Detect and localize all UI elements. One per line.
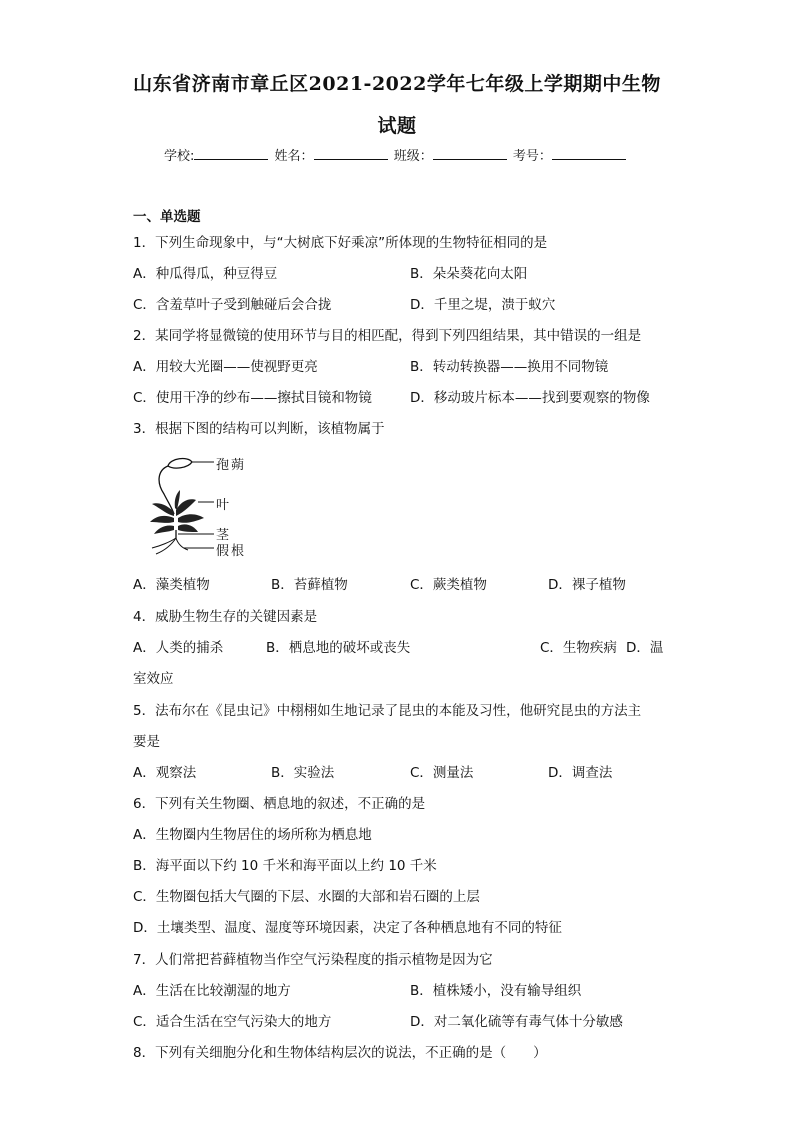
q3-option-b: B．苔藓植物 bbox=[271, 577, 348, 593]
figure-label-stem: 茎 bbox=[216, 528, 232, 543]
q2-option-c: C．使用干净的纱布——擦拭目镜和物镜 bbox=[133, 390, 372, 406]
name-label: 姓名： bbox=[274, 149, 314, 164]
q5-option-a: A．观察法 bbox=[133, 765, 197, 781]
q6-option-c: C．生物圈包括大气圈的下层、水圈的大部和岩石圈的上层 bbox=[133, 889, 480, 905]
figure-label-leaf: 叶 bbox=[216, 498, 232, 513]
q1-option-c: C．含羞草叶子受到触碰后会合拢 bbox=[133, 297, 332, 313]
q4-option-c: C．生物疾病 bbox=[540, 640, 617, 656]
q7-option-b: B．植株矮小，没有输导组织 bbox=[410, 983, 582, 999]
question-4-stem: 4．威胁生物生存的关键因素是 bbox=[133, 609, 318, 625]
moss-plant-figure bbox=[148, 452, 268, 558]
q1-option-b: B．朵朵葵花向太阳 bbox=[410, 266, 528, 282]
q2-option-a: A．用较大光圈——使视野更亮 bbox=[133, 359, 318, 375]
q2-option-d: D．移动玻片标本——找到要观察的物像 bbox=[410, 390, 650, 406]
exam-title-line1: 山东省济南市章丘区2021-2022学年七年级上学期期中生物 bbox=[133, 73, 661, 95]
q7-option-c: C．适合生活在空气污染大的地方 bbox=[133, 1014, 332, 1030]
q2-option-b: B．转动转换器——换用不同物镜 bbox=[410, 359, 609, 375]
moss-plant-drawing bbox=[148, 452, 268, 558]
q6-option-a: A．生物圈内生物居住的场所称为栖息地 bbox=[133, 827, 372, 843]
question-5-stem-continuation: 要是 bbox=[133, 734, 160, 750]
school-blank bbox=[194, 146, 268, 160]
q1-option-a: A．种瓜得瓜，种豆得豆 bbox=[133, 266, 278, 282]
question-7-stem: 7．人们常把苔藓植物当作空气污染程度的指示植物是因为它 bbox=[133, 952, 493, 968]
q6-option-d: D．土壤类型、温度、湿度等环境因素，决定了各种栖息地有不同的特征 bbox=[133, 920, 562, 936]
figure-label-capsule: 孢蒴 bbox=[216, 458, 247, 473]
student-info-row bbox=[164, 146, 628, 166]
q4-option-b: B．栖息地的破坏或丧失 bbox=[266, 640, 411, 656]
q5-option-d: D．调查法 bbox=[548, 765, 613, 781]
class-label: 班级： bbox=[393, 149, 433, 164]
q4-option-a: A．人类的捕杀 bbox=[133, 640, 224, 656]
exam-title-line2: 试题 bbox=[377, 115, 417, 137]
q3-option-d: D．裸子植物 bbox=[548, 577, 626, 593]
q6-option-b: B．海平面以下约 10 千米和海平面以上约 10 千米 bbox=[133, 858, 437, 874]
q4-option-d: D．温 bbox=[626, 640, 664, 656]
q5-option-c: C．测量法 bbox=[410, 765, 474, 781]
q7-option-a: A．生活在比较潮湿的地方 bbox=[133, 983, 291, 999]
class-blank bbox=[433, 146, 507, 160]
q5-option-b: B．实验法 bbox=[271, 765, 335, 781]
question-2-stem: 2．某同学将显微镜的使用环节与目的相匹配，得到下列四组结果，其中错误的一组是 bbox=[133, 328, 642, 344]
school-label: 学校: bbox=[164, 149, 195, 164]
section-heading: 一、单选题 bbox=[133, 209, 201, 225]
q1-option-d: D．千里之堤，溃于蚁穴 bbox=[410, 297, 556, 313]
name-blank bbox=[314, 146, 388, 160]
q4-option-d-continuation: 室效应 bbox=[133, 671, 174, 687]
question-1-stem: 1．下列生命现象中，与“大树底下好乘凉”所体现的生物特征相同的是 bbox=[133, 235, 548, 251]
number-blank bbox=[552, 146, 626, 160]
q3-option-c: C．蕨类植物 bbox=[410, 577, 487, 593]
q7-option-d: D．对二氧化硫等有毒气体十分敏感 bbox=[410, 1014, 623, 1030]
number-label: 考号： bbox=[512, 149, 552, 164]
figure-label-rhizoid: 假根 bbox=[216, 544, 247, 559]
question-3-stem: 3．根据下图的结构可以判断，该植物属于 bbox=[133, 421, 385, 437]
question-5-stem: 5．法布尔在《昆虫记》中栩栩如生地记录了昆虫的本能及习性，他研究昆虫的方法主 bbox=[133, 703, 642, 719]
question-6-stem: 6．下列有关生物圈、栖息地的叙述，不正确的是 bbox=[133, 796, 426, 812]
question-8-stem: 8．下列有关细胞分化和生物体结构层次的说法，不正确的是（ ） bbox=[133, 1045, 547, 1061]
q3-option-a: A．藻类植物 bbox=[133, 577, 210, 593]
